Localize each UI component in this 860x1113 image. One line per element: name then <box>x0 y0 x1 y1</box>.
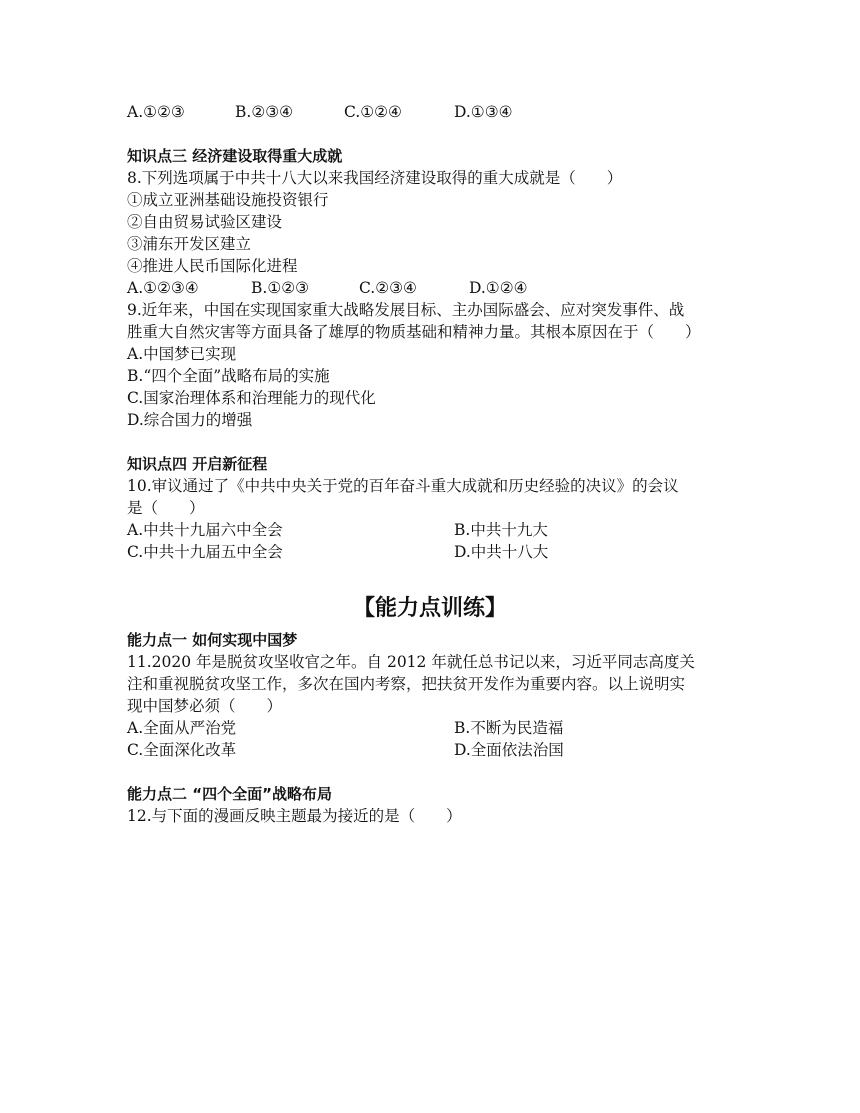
section-heading-4: 知识点四 开启新征程 <box>127 455 268 473</box>
q9-option-c: C.国家治理体系和治理能力的现代化 <box>127 389 376 407</box>
q7-option-d: D.①③④ <box>454 103 513 121</box>
q7-option-c: C.①②④ <box>344 103 402 121</box>
q7-option-b: B.②③④ <box>235 103 294 121</box>
q8-item-1: ①成立亚洲基础设施投资银行 <box>127 191 329 209</box>
q9-option-b: B.“四个全面”战略布局的实施 <box>127 367 330 385</box>
q11-stem-line-3: 现中国梦必须（ ） <box>127 697 283 715</box>
q11-stem-line-1: 11.2020 年是脱贫攻坚收官之年。自 2012 年就任总书记以来，习近平同志高度关 <box>127 653 695 671</box>
ability-heading-1: 能力点一 如何实现中国梦 <box>127 631 298 649</box>
q8-option-c: C.②③④ <box>359 279 417 297</box>
q9-option-d: D.综合国力的增强 <box>127 411 253 429</box>
q8-option-d: D.①②④ <box>469 279 528 297</box>
q8-item-2: ②自由贸易试验区建设 <box>127 213 283 231</box>
q8-option-a: A.①②③④ <box>127 279 199 297</box>
q9-stem-line-2: 胜重大自然灾害等方面具备了雄厚的物质基础和精神力量。其根本原因在于（ ） <box>127 323 701 341</box>
q8-item-3: ③浦东开发区建立 <box>127 235 252 253</box>
section-heading-3: 知识点三 经济建设取得重大成就 <box>127 147 343 165</box>
ability-training-title: 【能力点训练】 <box>352 596 507 621</box>
q11-option-c: C.全面深化改革 <box>127 741 237 759</box>
q9-option-a: A.中国梦已实现 <box>127 345 237 363</box>
q9-stem-line-1: 9.近年来，中国在实现国家重大战略发展目标、主办国际盛会、应对突发事件、战 <box>127 301 685 319</box>
q11-option-b: B.不断为民造福 <box>454 719 564 737</box>
q8-option-b: B.①②③ <box>251 279 310 297</box>
q7-option-a: A.①②③ <box>127 103 185 121</box>
q10-option-c: C.中共十九届五中全会 <box>127 543 283 561</box>
q11-option-a: A.全面从严治党 <box>127 719 237 737</box>
q7-options <box>127 101 513 123</box>
q10-option-a: A.中共十九届六中全会 <box>127 521 283 539</box>
q8-stem: 8.下列选项属于中共十八大以来我国经济建设取得的重大成就是（ ） <box>127 169 623 187</box>
q8-options <box>127 277 528 299</box>
q8-item-4: ④推进人民币国际化进程 <box>127 257 298 275</box>
q11-option-d: D.全面依法治国 <box>454 741 564 759</box>
q10-option-d: D.中共十八大 <box>454 543 549 561</box>
q12-stem: 12.与下面的漫画反映主题最为接近的是（ ） <box>127 807 462 825</box>
ability-heading-2: 能力点二 “四个全面”战略布局 <box>127 785 332 803</box>
q11-stem-line-2: 注和重视脱贫攻坚工作，多次在国内考察，把扶贫开发作为重要内容。以上说明实 <box>127 675 686 693</box>
q10-stem-line-1: 10.审议通过了《中共中央关于党的百年奋斗重大成就和历史经验的决议》的会议 <box>127 477 679 495</box>
q10-option-b: B.中共十九大 <box>454 521 548 539</box>
q10-stem-line-2: 是（ ） <box>127 499 205 517</box>
